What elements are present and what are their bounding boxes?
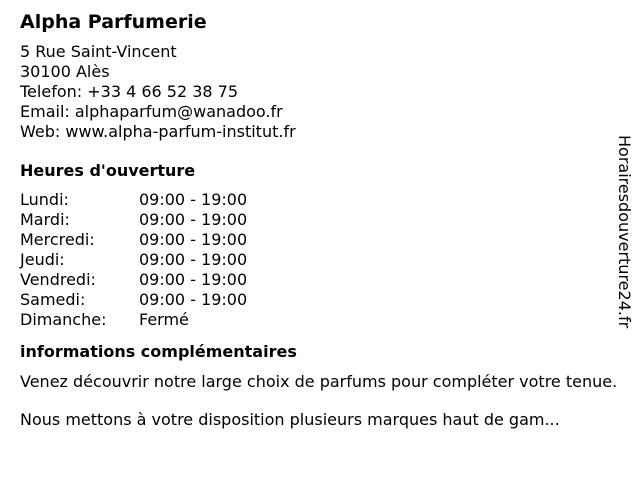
email-line: Email: alphaparfum@wanadoo.fr [20, 102, 283, 121]
hours-time: 09:00 - 19:00 [139, 230, 248, 249]
hours-table [20, 190, 610, 330]
hours-day: Jeudi: [20, 250, 65, 269]
hours-time: 09:00 - 19:00 [139, 290, 248, 309]
site-watermark: Horairesdouverture24.fr [615, 135, 634, 329]
hours-row-sunday [20, 310, 610, 330]
hours-time: Fermé [139, 310, 189, 329]
hours-day: Dimanche: [20, 310, 107, 329]
info-description: Venez découvrir notre large choix de parfums pour compléter votre tenue. [20, 372, 618, 391]
phone-line: Telefon: +33 4 66 52 38 75 [20, 82, 239, 101]
business-card [20, 10, 618, 430]
hours-day: Samedi: [20, 290, 86, 309]
hours-row-saturday [20, 290, 610, 310]
hours-time: 09:00 - 19:00 [139, 270, 248, 289]
hours-row-tuesday [20, 210, 610, 230]
hours-day: Vendredi: [20, 270, 96, 289]
hours-day: Lundi: [20, 190, 69, 209]
address-street: 5 Rue Saint-Vincent [20, 42, 177, 61]
hours-row-friday [20, 270, 610, 290]
address-city: 30100 Alès [20, 62, 110, 81]
info-heading: informations complémentaires [20, 342, 297, 361]
hours-row-thursday [20, 250, 610, 270]
info-description-more: Nous mettons à votre disposition plusieurs marques haut de gam... [20, 410, 560, 429]
hours-day: Mercredi: [20, 230, 95, 249]
hours-heading: Heures d'ouverture [20, 161, 196, 180]
hours-time: 09:00 - 19:00 [139, 190, 248, 209]
hours-time: 09:00 - 19:00 [139, 210, 248, 229]
hours-time: 09:00 - 19:00 [139, 250, 248, 269]
web-line: Web: www.alpha-parfum-institut.fr [20, 122, 296, 141]
hours-day: Mardi: [20, 210, 70, 229]
hours-row-monday [20, 190, 610, 210]
business-name: Alpha Parfumerie [20, 11, 207, 33]
hours-row-wednesday [20, 230, 610, 250]
